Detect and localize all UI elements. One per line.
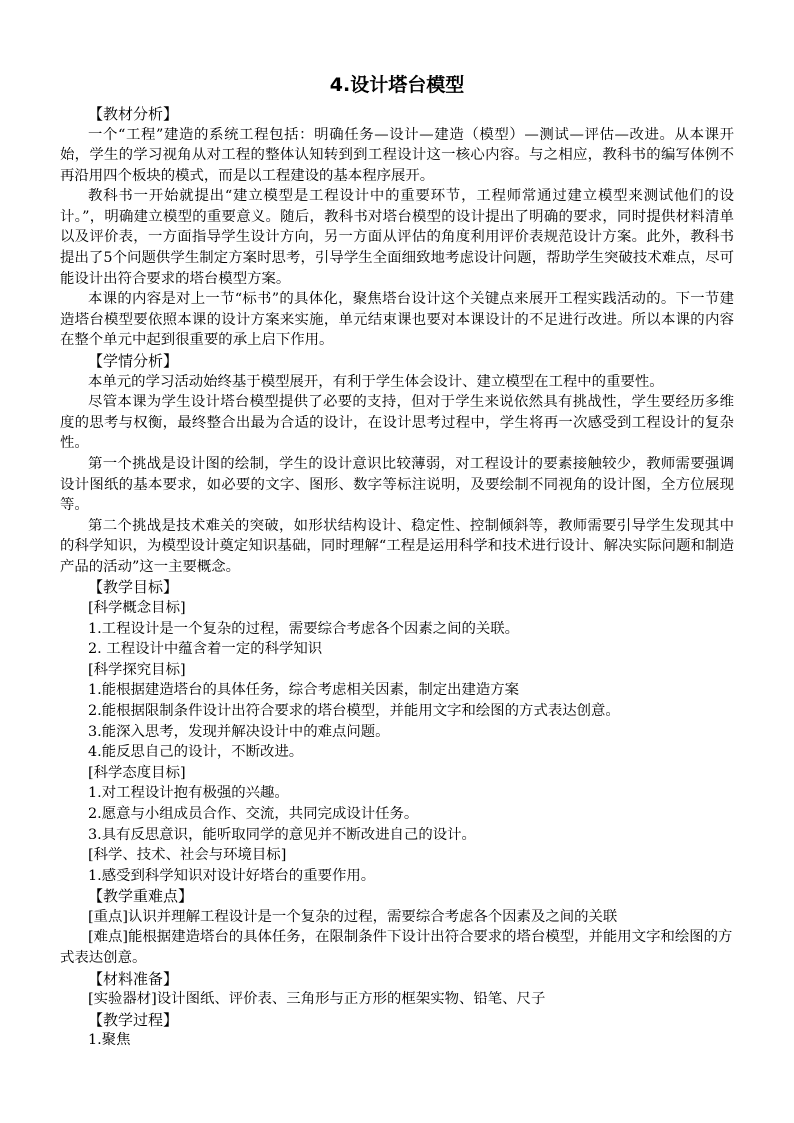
goal-item: 1.感受到科学知识对设计好塔台的重要作用。	[88, 867, 376, 884]
goal-item: 1.能根据建造塔台的具体任务，综合考虑相关因素，制定出建造方案	[88, 682, 520, 699]
goal-item: 2.愿意与小组成员合作、交流，共同完成设计任务。	[88, 805, 419, 822]
goal-group-label: [科学概念目标]	[88, 599, 186, 616]
goal-group-label: [科学、技术、社会与环境目标]	[88, 847, 287, 864]
section-heading-zhongnan: 【教学重难点】	[88, 887, 194, 906]
goal-item: 3.具有反思意识，能听取同学的意见并不断改进自己的设计。	[88, 826, 476, 843]
process-step: 1.聚焦	[88, 1032, 131, 1049]
paragraph: 尽管本课为学生设计塔台模型提供了必要的支持，但对于学生来说依然具有挑战性，学生要经历多维度的思考与权衡，最终整合出最为合适的设计，在设计思考过程中，学生将再一次感受到工程设计的复杂性。	[60, 394, 734, 452]
goal-item: 1.对工程设计抱有极强的兴趣。	[88, 785, 289, 802]
paragraph: 本单元的学习活动始终基于模型展开，有利于学生体会设计、建立模型在工程中的重要性。	[88, 373, 664, 390]
goal-item: 2. 工程设计中蕴含着一定的科学知识	[88, 641, 323, 658]
goal-item: 1.工程设计是一个复杂的过程，需要综合考虑各个因素之间的关联。	[88, 620, 520, 637]
difficult-point: [难点]能根据建造塔台的具体任务，在限制条件下设计出符合要求的塔台模型，并能用文字和绘图的方式表达创意。	[60, 929, 733, 966]
section-heading-guocheng: 【教学过程】	[88, 1010, 179, 1029]
section-heading-cailiao: 【材料准备】	[88, 969, 179, 988]
paragraph: 第一个挑战是设计图的绘制，学生的设计意识比较薄弱，对工程设计的要素接触较少，教师需要强调设计图纸的基本要求，如必要的文字、图形、数字等标注说明，及要绘制不同视角的设计图，全方位展现等。	[60, 455, 734, 514]
goal-item: 4.能反思自己的设计，不断改进。	[88, 744, 304, 761]
goal-item: 2.能根据限制条件设计出符合要求的塔台模型，并能用文字和绘图的方式表达创意。	[88, 702, 620, 719]
paragraph: 一个“工程”建造的系统工程包括：明确任务—设计—建造（模型）—测试—评估—改进。从本课开始，学生的学习视角从对工程的整体认知转到到工程设计这一核心内容。与之相应，教科书的编写体例不再沿用四个板块的模式，而是以工程建设的基本程序展开。	[60, 126, 734, 184]
section-heading-mubiao: 【教学目标】	[88, 578, 179, 597]
goal-item: 3.能深入思考，发现并解决设计中的难点问题。	[88, 723, 390, 740]
goal-group-label: [科学探究目标]	[88, 661, 186, 678]
goal-group-label: [科学态度目标]	[88, 764, 186, 781]
paragraph: 本课的内容是对上一节“标书”的具体化，聚焦塔台设计这个关键点来展开工程实践活动的。下一节建造塔台模型要依照本课的设计方案来实施，单元结束课也要对本课设计的不足进行改进。所以本课的内容在整个单元中起到很重要的承上启下作用。	[60, 291, 734, 349]
paragraph: 第二个挑战是技术难关的突破，如形状结构设计、稳定性、控制倾斜等，教师需要引导学生发现其中的科学知识，为模型设计奠定知识基础，同时理解“工程是运用科学和技术进行设计、解决实际问题和制造产品的活动”这一主要概念。	[60, 517, 734, 575]
materials-text: [实验器材]设计图纸、评价表、三角形与正方形的框架实物、铅笔、尺子	[88, 991, 546, 1008]
key-point: [重点]认识并理解工程设计是一个复杂的过程，需要综合考虑各个因素及之间的关联	[88, 908, 618, 925]
page-title: 4.设计塔台模型	[329, 74, 465, 96]
paragraph: 教科书一开始就提出“建立模型是工程设计中的重要环节，工程师常通过建立模型来测试他们的设计。”，明确建立模型的重要意义。随后，教科书对塔台模型的设计提出了明确的要求，同时提供材料清单以及评价表，一方面指导学生设计方向，另一方面从评估的角度利用评价表规范设计方案。此外，教科书提出了5个问题供学生制定方案时思考，引导学生全面细致地考虑设计问题，帮助学生突破技术难点，尽可能设计出符合要求的塔台模型方案。	[60, 188, 734, 287]
section-heading-jiaocai: 【教材分析】	[88, 105, 179, 123]
section-heading-xueqing: 【学情分析】	[88, 352, 179, 371]
